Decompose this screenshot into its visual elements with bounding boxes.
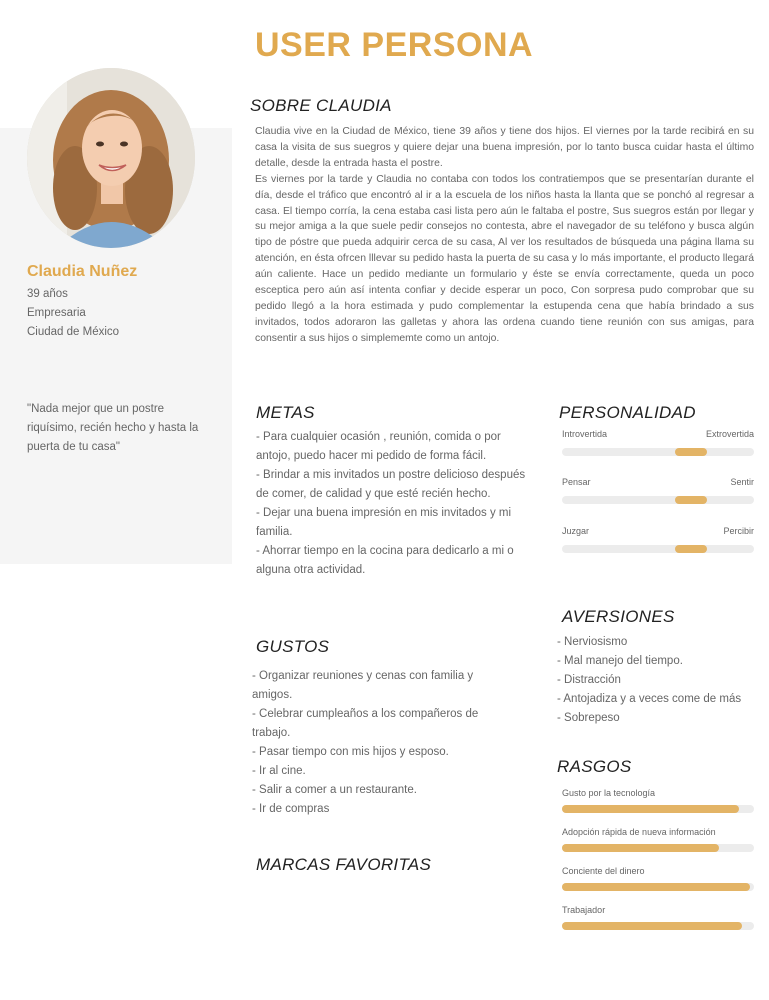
list-item: - Ir al cine. (252, 765, 306, 777)
trait (562, 905, 754, 930)
trait-fill (562, 922, 742, 930)
trait-track (562, 844, 754, 852)
trait-fill (562, 844, 719, 852)
trait-label: Conciente del dinero (562, 866, 645, 876)
personality-scale (562, 429, 754, 456)
list-item: - Para cualquier ocasión , reunión, comida o por antojo, puedo hacer mi pedido de forma fácil. (256, 431, 501, 462)
list-item: - Ir de compras (252, 803, 330, 815)
list-item: - Dejar una buena impresión en mis invitados y mi familia. (256, 507, 512, 538)
trait (562, 788, 754, 813)
trait-label: Adopción rápida de nueva información (562, 827, 716, 837)
woman-portrait-icon (27, 68, 195, 248)
trait-label: Gusto por la tecnología (562, 788, 656, 798)
personalidad-title: PERSONALIDAD (559, 403, 696, 422)
about-paragraph: Es viernes por la tarde y Claudia no contaba con todos los contratiempos que se presentarían durante el día, desde el tráfico que encontró al ir a la escuela de los niños hasta la llanta que se ponchó al regresar a casa. El tiempo corría, la cena estaba casi lista pero aún le faltaba el postre, Sus suegros están por llegar y su mejor amiga a la que suele pedir consejos no contesta, abre el navegador de su teléfono y busca algún tipo de póstre que pueda adquirir cerca de su casa, Al ver los resultados de búsqueda una página llama su atención, en ésta ofrcen lllevar su pedido hasta la puerta de su casa y lo más importante, el producto llegará aún caliente. Hace un pedido mediante un formulario y éste se envía correctamente, queda un poco esceptica pero aún así intenta confiar y decide esperar un poco, Con sorpresa pudo comprobar que su pedido llegó a la hora estimada y pudo complementar la estupenda cena que había brindado a sus invitados, todos adoraron las galletas y ahora las ordena cuando tiene reunión con sus amigas, para consentir a sus hijos o simplememte como un antojo. (255, 173, 754, 344)
persona-age: 39 años (27, 288, 68, 300)
list-item: - Salir a comer a un restaurante. (252, 784, 417, 796)
list-item: - Celebrar cumpleaños a los compañeros de trabajo. (252, 708, 479, 739)
gustos-title: GUSTOS (256, 637, 330, 656)
list-item: - Mal manejo del tiempo. (557, 655, 683, 667)
about-title: SOBRE CLAUDIA (250, 96, 392, 115)
trait (562, 866, 754, 891)
metas-title: METAS (256, 403, 315, 422)
trait-track (562, 883, 754, 891)
page-title: USER PERSONA (255, 26, 534, 64)
persona-city: Ciudad de México (27, 326, 120, 338)
about-text (255, 124, 754, 347)
scale-left-label: Pensar (562, 477, 591, 487)
list-item: - Pasar tiempo con mis hijos y esposo. (252, 746, 449, 758)
marcas-title: MARCAS FAVORITAS (256, 855, 432, 874)
personality-scale (562, 477, 754, 504)
scale-right-label: Percibir (723, 526, 754, 536)
trait (562, 827, 754, 852)
trait-track (562, 922, 754, 930)
list-item: - Sobrepeso (557, 712, 620, 724)
scale-track (562, 496, 754, 504)
scale-knob (675, 545, 707, 553)
about-paragraph: Claudia vive en la Ciudad de México, tiene 39 años y tiene dos hijos. El viernes por la tarde recibirá en su casa la visita de sus suegros y quiere dejar una buena impresión, por lo tanto busca cuidar hasta el último detalle, desde la entrada hasta el postre. (255, 126, 754, 169)
scale-knob (675, 496, 707, 504)
metas-list (256, 428, 528, 580)
scale-knob (675, 448, 707, 456)
aversiones-title: AVERSIONES (562, 607, 675, 626)
persona-quote: "Nada mejor que un postre riquísimo, recién hecho y hasta la puerta de tu casa" (27, 403, 199, 453)
trait-fill (562, 883, 750, 891)
avatar (27, 68, 195, 248)
aversiones-list (557, 633, 757, 728)
persona-occupation: Empresaria (27, 307, 86, 319)
list-item: - Brindar a mis invitados un postre delicioso después de comer, de calidad y que esté recién hecho. (256, 469, 526, 500)
trait-label: Trabajador (562, 905, 606, 915)
list-item: - Organizar reuniones y cenas con familia y amigos. (252, 670, 474, 701)
list-item: - Ahorrar tiempo en la cocina para dedicarlo a mi o alguna otra actividad. (256, 545, 514, 576)
gustos-list (252, 667, 514, 819)
trait-fill (562, 805, 739, 813)
personality-scale (562, 526, 754, 553)
list-item: - Antojadiza y a veces come de más (557, 693, 742, 705)
rasgos-title: RASGOS (557, 757, 632, 776)
scale-right-label: Extrovertida (705, 429, 754, 439)
list-item: - Distracción (557, 674, 621, 686)
scale-left-label: Introvertida (562, 429, 608, 439)
scale-right-label: Sentir (730, 477, 754, 487)
trait-track (562, 805, 754, 813)
persona-name: Claudia Nuñez (27, 263, 138, 280)
scale-track (562, 448, 754, 456)
list-item: - Nerviosismo (557, 636, 628, 648)
scale-track (562, 545, 754, 553)
scale-left-label: Juzgar (562, 526, 590, 536)
